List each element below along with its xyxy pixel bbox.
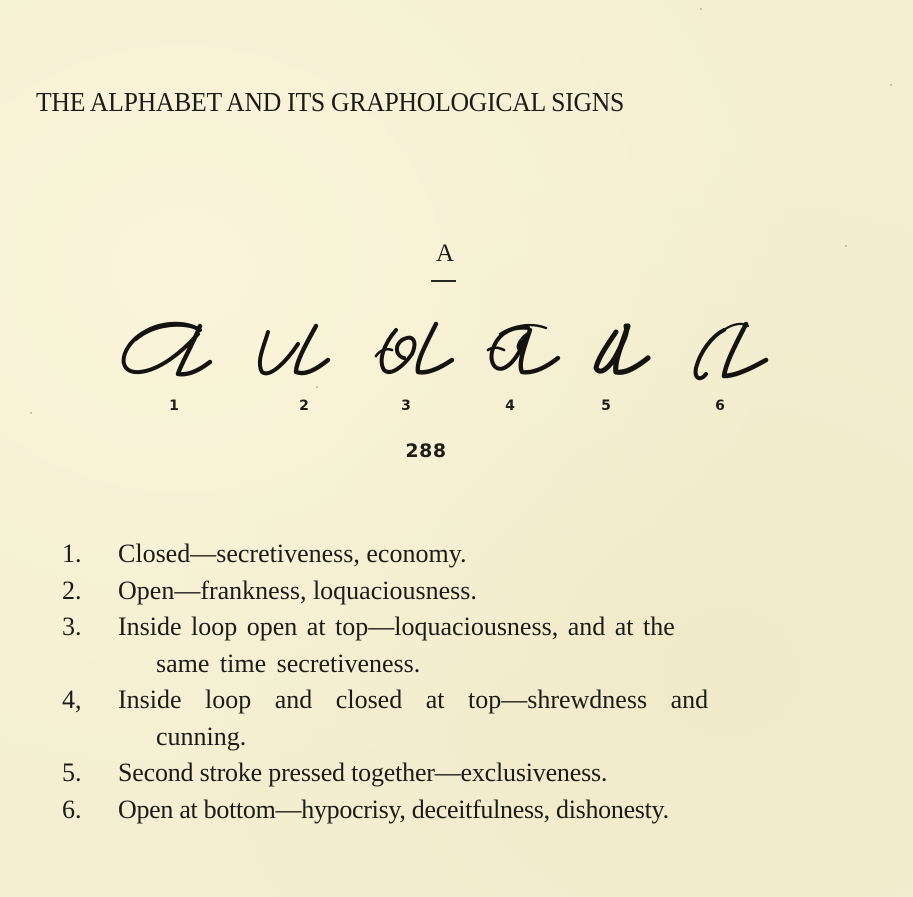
item-text: Closed—secretiveness, economy. [118, 539, 467, 568]
item-text: Open—frankness, loquaciousness. [118, 575, 477, 605]
specimen-label-5: 5 [601, 398, 611, 414]
specimen-label-3: 3 [401, 398, 411, 414]
item-text-continuation: cunning. [156, 721, 247, 751]
list-item [58, 609, 858, 682]
specimen-3-glyph [376, 324, 452, 372]
running-header: THE ALPHABET AND ITS GRAPHOLOGICAL SIGNS [36, 86, 625, 117]
specimen-label-4: 4 [505, 398, 515, 414]
list-item [58, 536, 858, 573]
item-number: 6. [62, 794, 82, 824]
specimen-label-6: 6 [715, 398, 725, 414]
item-number: 4, [62, 685, 82, 714]
item-number: 3. [62, 612, 82, 641]
specimen-2-glyph [260, 326, 328, 373]
list-item [58, 755, 858, 792]
specimen-label-2: 2 [299, 398, 309, 414]
item-number: 1. [62, 539, 82, 568]
figure-number: 288 [405, 440, 447, 462]
paper-speck [316, 386, 318, 388]
handwriting-specimens-figure [0, 0, 913, 420]
paper-speck [30, 412, 32, 414]
item-number: 5. [62, 758, 82, 787]
specimen-4-glyph [488, 325, 558, 372]
list-item [58, 573, 858, 610]
list-item [58, 682, 858, 755]
letter-heading: A [435, 240, 455, 267]
item-text-continuation: same time secretiveness. [156, 648, 421, 678]
specimen-5-glyph [596, 326, 648, 372]
item-text: Inside loop open at top—loquaciousness, and at the [118, 612, 675, 641]
list-item [58, 792, 858, 829]
specimen-label-1: 1 [169, 398, 179, 414]
specimen-1-glyph [124, 324, 210, 375]
paper-speck [890, 84, 892, 86]
paper-speck [700, 8, 702, 10]
item-text: Inside loop and closed at top—shrewdness and [118, 685, 709, 714]
item-text: Open at bottom—hypocrisy, deceitfulness, dishonesty. [118, 794, 669, 824]
specimen-6-glyph [696, 324, 766, 378]
paper-speck [845, 245, 847, 247]
graphological-signs-list [58, 536, 858, 828]
item-text: Second stroke pressed together—exclusiveness. [118, 758, 608, 787]
item-number: 2. [62, 575, 82, 605]
